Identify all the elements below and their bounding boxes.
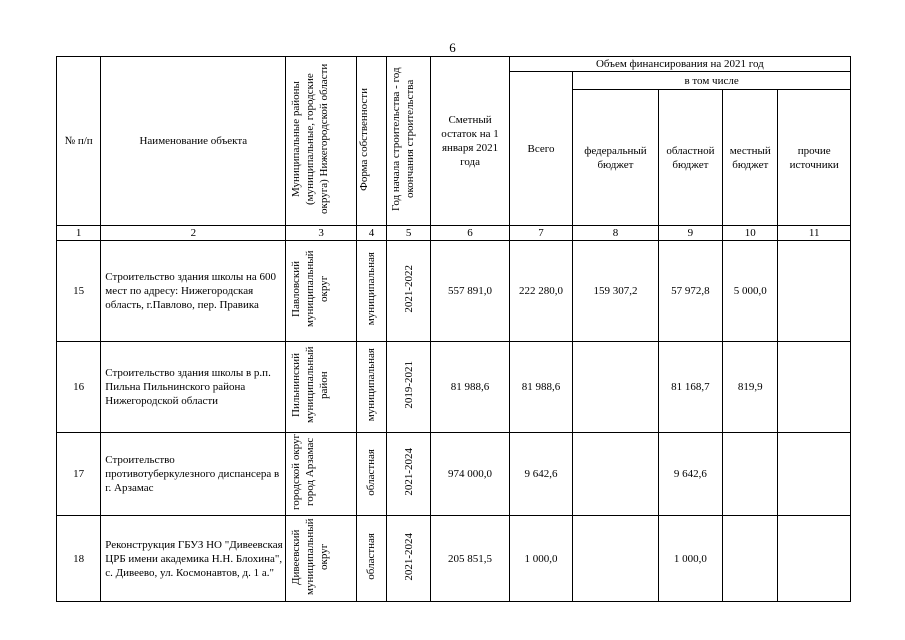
other [778, 241, 851, 342]
header-funding: Объем финансирования на 2021 год [509, 57, 850, 72]
other [778, 516, 851, 602]
municipality: Павловский муниципальный округ [290, 250, 331, 328]
ownership: областная [365, 533, 378, 580]
header-municipality [286, 57, 356, 226]
column-number: 9 [658, 226, 722, 241]
header-no: № п/п [57, 57, 101, 226]
table-row [57, 342, 851, 433]
regional: 1 000,0 [658, 516, 722, 602]
ownership: муниципальная [365, 348, 378, 422]
estimate: 81 988,6 [431, 342, 509, 433]
municipality: городской округ город Арзамас [290, 433, 317, 511]
estimate: 557 891,0 [431, 241, 509, 342]
header-total: Всего [509, 72, 572, 226]
table-row [57, 241, 851, 342]
federal [573, 433, 659, 516]
column-number: 7 [509, 226, 572, 241]
local [723, 433, 778, 516]
object-name: Строительство здания школы на 600 мест по адресу: Нижегородская область, г.Павлово, пер. Правика [101, 241, 286, 342]
years: 2021-2024 [402, 532, 415, 581]
column-number: 5 [387, 226, 431, 241]
other [778, 342, 851, 433]
ownership: муниципальная [365, 252, 378, 326]
column-number: 1 [57, 226, 101, 241]
column-number: 4 [356, 226, 386, 241]
header-estimate: Сметный остаток на 1 января 2021 года [431, 57, 509, 226]
column-number: 10 [723, 226, 778, 241]
column-number: 6 [431, 226, 509, 241]
federal: 159 307,2 [573, 241, 659, 342]
row-no: 17 [57, 433, 101, 516]
row-no: 18 [57, 516, 101, 602]
total: 9 642,6 [509, 433, 572, 516]
page-number: 6 [449, 40, 456, 55]
years: 2021-2022 [402, 265, 415, 313]
object-name: Реконструкция ГБУЗ НО "Дивеевская ЦРБ имени академика Н.Н. Блохина", с. Дивеево, ул. Космонавтов, д. 1 а." [101, 516, 286, 602]
federal [573, 516, 659, 602]
municipality: Пильнинский муниципальный район [290, 346, 331, 424]
total: 222 280,0 [509, 241, 572, 342]
column-number: 3 [286, 226, 356, 241]
row-no: 16 [57, 342, 101, 433]
total: 1 000,0 [509, 516, 572, 602]
municipality: Дивеевский муниципальный округ [290, 518, 331, 595]
local: 819,9 [723, 342, 778, 433]
table-row [57, 433, 851, 516]
federal [573, 342, 659, 433]
header-years [387, 57, 431, 226]
header-local: местный бюджет [723, 90, 778, 226]
header-municipality-text: Муниципальные районы (муниципальные, городские округа) Нижегородской области [290, 63, 331, 215]
table-row [57, 516, 851, 602]
years: 2021-2024 [402, 448, 415, 496]
funding-table [56, 56, 851, 602]
total: 81 988,6 [509, 342, 572, 433]
object-name: Строительство здания школы в р.п. Пильна Пильнинского района Нижегородской области [101, 342, 286, 433]
column-number: 8 [573, 226, 659, 241]
header-including: в том числе [573, 72, 851, 90]
other [778, 433, 851, 516]
regional: 9 642,6 [658, 433, 722, 516]
header-ownership-text: Форма собственности [358, 87, 371, 191]
header-federal: федеральный бюджет [573, 90, 659, 226]
local [723, 516, 778, 602]
column-number: 11 [778, 226, 851, 241]
years: 2019-2021 [402, 361, 415, 409]
header-other: прочие источники [778, 90, 851, 226]
row-no: 15 [57, 241, 101, 342]
regional: 57 972,8 [658, 241, 722, 342]
object-name: Строительство противотуберкулезного диспансера в г. Арзамас [101, 433, 286, 516]
header-ownership [356, 57, 386, 226]
regional: 81 168,7 [658, 342, 722, 433]
column-number: 2 [101, 226, 286, 241]
ownership: областная [365, 448, 378, 496]
local: 5 000,0 [723, 241, 778, 342]
header-years-text: Год начала строительства - год окончания строительства [389, 67, 416, 211]
header-regional: областной бюджет [658, 90, 722, 226]
estimate: 974 000,0 [431, 433, 509, 516]
header-name: Наименование объекта [101, 57, 286, 226]
estimate: 205 851,5 [431, 516, 509, 602]
